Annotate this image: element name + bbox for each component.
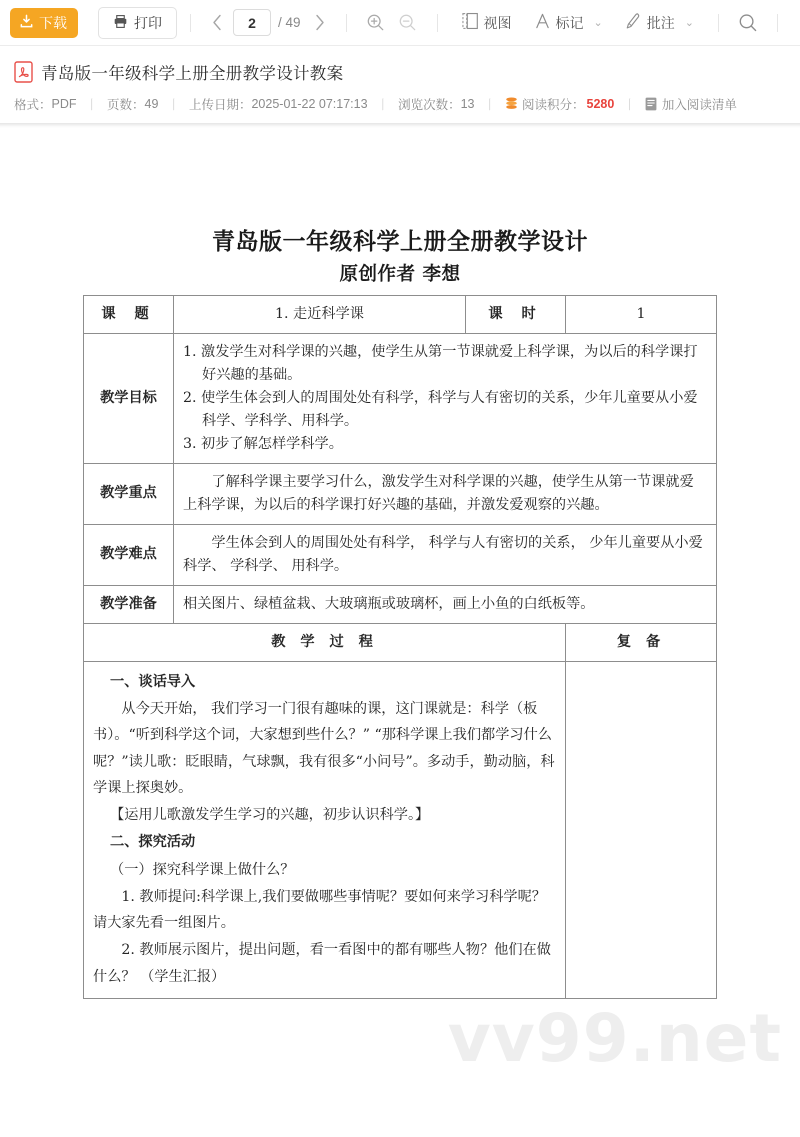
chevron-down-icon[interactable]: ⌄ bbox=[593, 17, 603, 29]
topic-value: 1. 走近科学课 bbox=[174, 295, 466, 333]
paragraph: 一、谈话导入 bbox=[110, 673, 196, 690]
pdf-file-icon bbox=[14, 61, 33, 83]
add-to-reading-list-button[interactable]: 加入阅读清单 bbox=[661, 98, 737, 112]
preparation-label: 教学准备 bbox=[84, 585, 174, 623]
meta-points-value: 5280 bbox=[586, 97, 615, 111]
prev-page-button[interactable] bbox=[204, 10, 230, 36]
document-main-title: 青岛版一年级科学上册全册教学设计 bbox=[212, 228, 588, 255]
paragraph: 2. 教师展示图片，提出问题，看一看图中的都有哪些人物？他们在做什么？ （学生汇报） bbox=[93, 942, 551, 985]
process-body-content bbox=[84, 661, 566, 998]
search-icon[interactable] bbox=[734, 9, 762, 37]
printer-icon bbox=[113, 14, 128, 32]
list-item: 2. 使学生体会到人的周围处处有科学，科学与人有密切的关系，少年儿童要从小爱科学、学科学、用科学。 bbox=[183, 389, 698, 429]
goals-label: 教学目标 bbox=[84, 333, 174, 463]
meta-separator: 丨 bbox=[85, 98, 99, 112]
meta-separator: 丨 bbox=[376, 98, 390, 112]
list-item: 3. 初步了解怎样学科学。 bbox=[183, 435, 343, 452]
next-page-button[interactable] bbox=[307, 10, 333, 36]
document-sub-title: 原创作者 李想 bbox=[339, 263, 461, 285]
meta-format-value: PDF bbox=[51, 97, 77, 111]
pdf-toolbar bbox=[0, 0, 800, 46]
meta-upload-label: 上传日期： bbox=[188, 98, 252, 112]
table-row-key-points bbox=[84, 463, 717, 524]
page-title: 青岛版一年级科学上册全册教学设计教案 bbox=[41, 65, 344, 83]
meta-separator: 丨 bbox=[623, 98, 636, 112]
difficulties-value bbox=[174, 524, 717, 585]
reading-list-icon bbox=[645, 97, 657, 111]
table-row-preparation bbox=[84, 585, 717, 623]
text-mark-icon bbox=[534, 12, 551, 33]
toolbar-divider-5 bbox=[777, 14, 778, 32]
table-row-process-header bbox=[84, 623, 717, 661]
pdf-page-content bbox=[0, 128, 800, 999]
meta-format-label: 格式： bbox=[14, 98, 52, 112]
preparation-text: 相关图片、绿植盆栽、大玻璃瓶或玻璃杯，画上小鱼的白纸板等。 bbox=[183, 595, 595, 612]
preparation-value bbox=[174, 585, 717, 623]
table-row-process-body bbox=[84, 661, 717, 998]
meta-pages-label: 页数： bbox=[107, 98, 145, 112]
toolbar-divider-1 bbox=[190, 14, 191, 32]
topic-label: 课 题 bbox=[84, 295, 174, 333]
table-row-topic bbox=[84, 295, 717, 333]
lesson-plan-table bbox=[83, 295, 717, 999]
goals-value bbox=[174, 333, 717, 463]
coin-icon bbox=[505, 97, 518, 111]
meta-upload-value: 2025-01-22 07:17:13 bbox=[251, 97, 368, 111]
annotate-label: 批注 bbox=[646, 14, 675, 31]
pdf-page-canvas[interactable] bbox=[0, 128, 800, 1131]
toolbar-divider-2 bbox=[346, 14, 347, 32]
watermark-text: vv99.net bbox=[447, 1000, 782, 1077]
table-row-difficulties bbox=[84, 524, 717, 585]
paragraph: 【运用儿歌激发学生学习的兴趣，初步认识科学。】 bbox=[110, 807, 430, 824]
meta-views-value: 13 bbox=[460, 97, 475, 111]
document-meta-row bbox=[14, 95, 784, 113]
meta-pages-value: 49 bbox=[144, 97, 159, 111]
view-menu-button[interactable] bbox=[456, 12, 518, 33]
period-label: 课 时 bbox=[466, 295, 566, 333]
view-label: 视图 bbox=[483, 14, 512, 31]
period-value: 1 bbox=[566, 295, 717, 333]
meta-points-label: 阅读积分： bbox=[522, 98, 585, 112]
paragraph: （一）探究科学课上做什么？ bbox=[110, 861, 295, 878]
table-row-goals bbox=[84, 333, 717, 463]
difficulties-label: 教学难点 bbox=[84, 524, 174, 585]
print-label: 打印 bbox=[134, 14, 162, 31]
meta-separator: 丨 bbox=[483, 98, 497, 112]
key-points-label: 教学重点 bbox=[84, 463, 174, 524]
paragraph: 从今天开始， 我们学习一门很有趣味的课，这门课就是：科学（板书）。“听到科学这个词，大家想到些什么？” “那科学课上我们都学习什么呢？”读儿歌：眨眼睛，气球飘，我有很多“小问号”。多动手，勤动脑，科学课上探奥妙。 bbox=[93, 701, 555, 796]
download-icon bbox=[19, 14, 34, 32]
list-item: 1. 激发学生对科学课的兴趣，使学生从第一节课就爱上科学课，为以后的科学课打好兴趣的基础。 bbox=[183, 343, 698, 383]
meta-views-label: 浏览次数： bbox=[398, 98, 461, 112]
zoom-out-icon[interactable] bbox=[394, 9, 422, 37]
page-view-icon bbox=[462, 12, 479, 33]
document-title-row bbox=[14, 60, 784, 84]
meta-separator: 丨 bbox=[167, 98, 180, 112]
toolbar-divider-4 bbox=[718, 14, 719, 32]
download-label: 下载 bbox=[39, 14, 67, 31]
review-body-content bbox=[566, 661, 717, 998]
process-header-label: 教 学 过 程 bbox=[84, 623, 566, 661]
page-total-label: / 49 bbox=[278, 15, 301, 30]
paragraph: 二、探究活动 bbox=[110, 834, 196, 851]
pen-icon bbox=[625, 12, 642, 33]
mark-menu-button[interactable] bbox=[528, 12, 609, 33]
toolbar-divider-3 bbox=[437, 14, 438, 32]
download-button[interactable] bbox=[10, 8, 78, 38]
page-number-input[interactable] bbox=[233, 9, 271, 36]
review-header-label: 复 备 bbox=[566, 623, 717, 661]
annotate-menu-button[interactable] bbox=[619, 12, 700, 33]
print-button[interactable] bbox=[98, 7, 177, 39]
document-info-header bbox=[0, 46, 800, 123]
zoom-in-icon[interactable] bbox=[362, 9, 390, 37]
difficulties-text: 学生体会到人的周围处处有科学， 科学与人有密切的关系， 少年儿童要从小爱科学、 学科学、 用科学。 bbox=[183, 534, 703, 574]
page-number-value: 2 bbox=[248, 14, 256, 31]
chevron-down-icon[interactable]: ⌄ bbox=[684, 17, 694, 29]
paragraph: 1. 教师提问:科学课上,我们要做哪些事情呢？要如何来学习科学呢？请大家先看一组图片。 bbox=[93, 888, 546, 932]
mark-label: 标记 bbox=[555, 14, 584, 31]
goals-list bbox=[183, 341, 707, 456]
key-points-text: 了解科学课主要学习什么，激发学生对科学课的兴趣，使学生从第一节课就爱上科学课，为以后的科学课打好兴趣的基础，并激发爱观察的兴趣。 bbox=[183, 473, 694, 513]
key-points-value bbox=[174, 463, 717, 524]
